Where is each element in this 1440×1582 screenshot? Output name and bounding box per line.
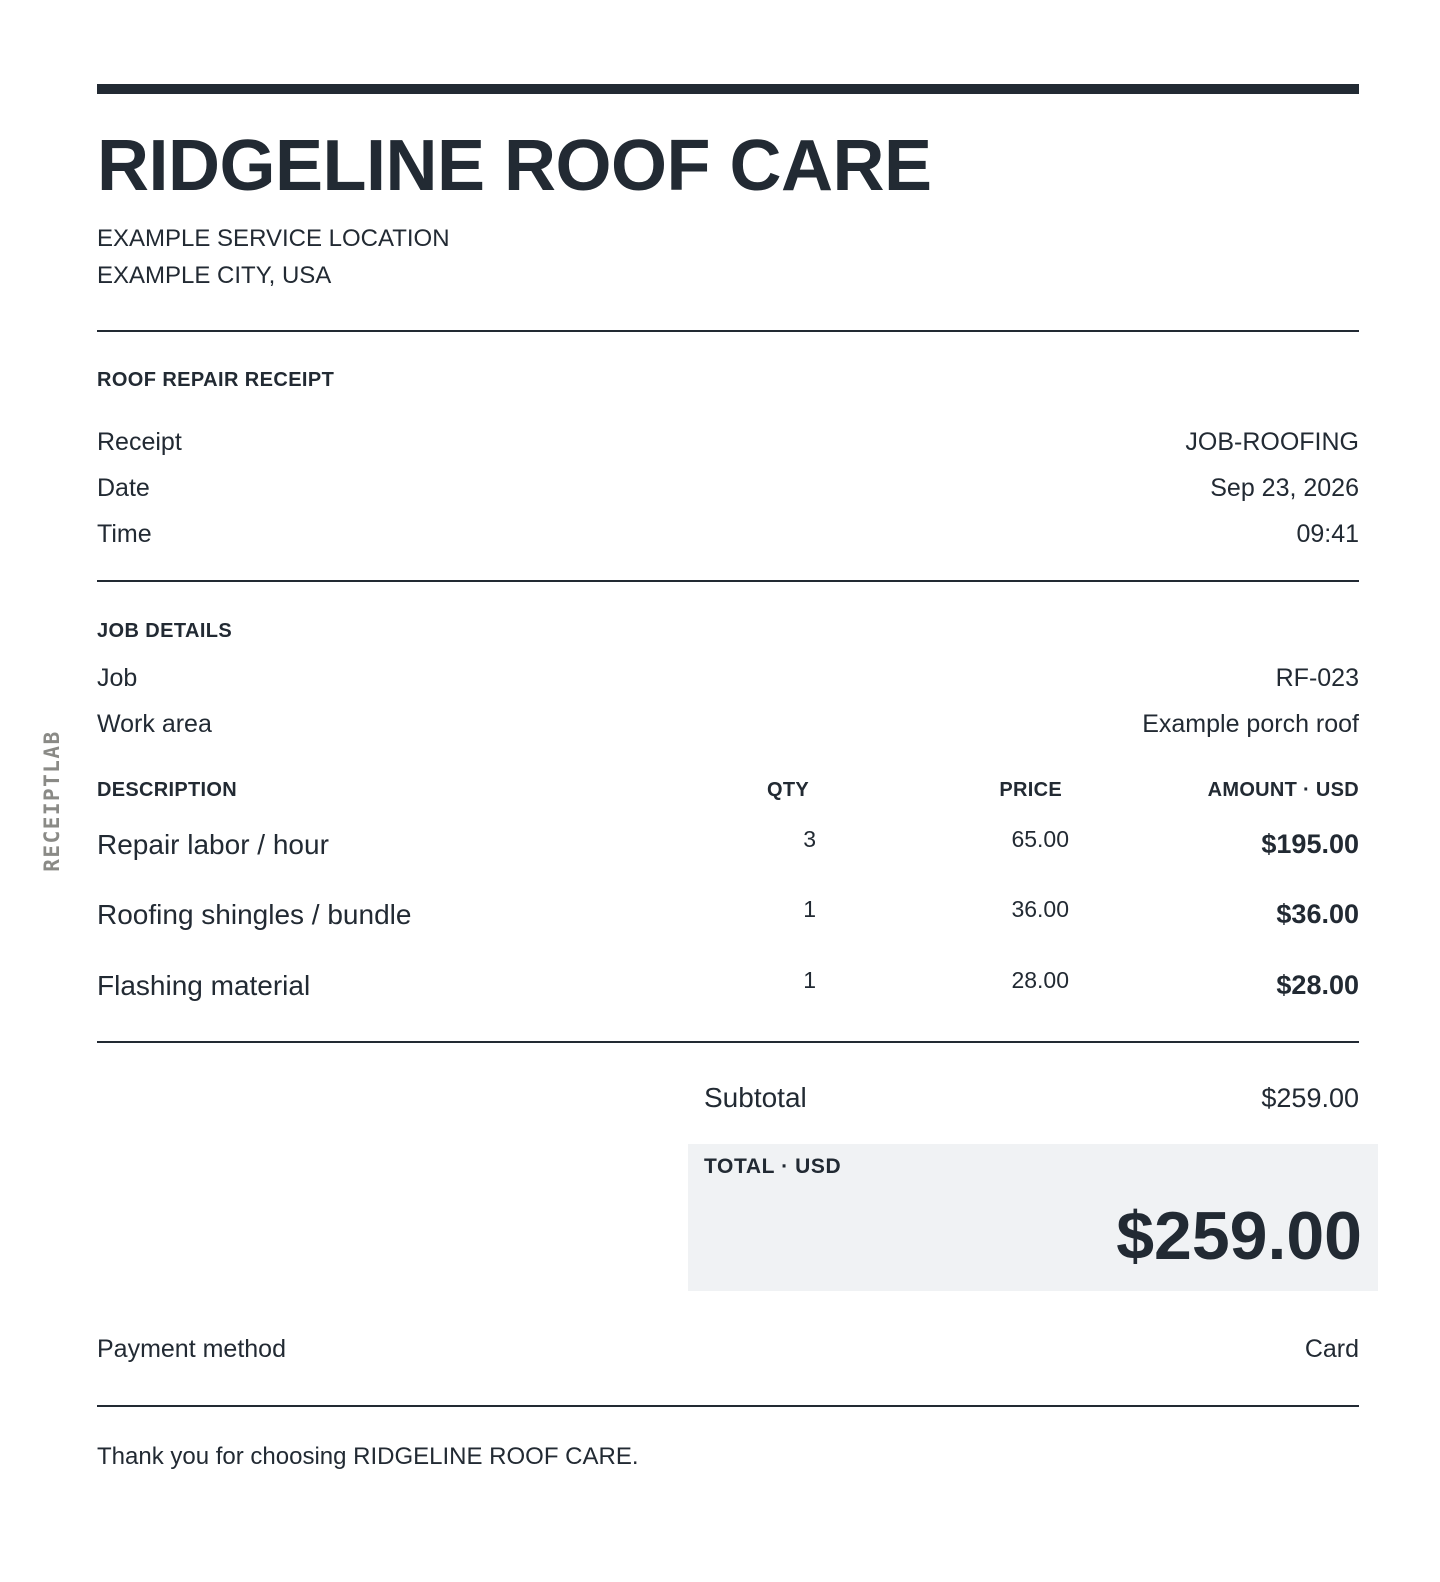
header-accent-bar <box>97 84 1359 94</box>
table-row <box>97 823 1359 863</box>
receipt-value: JOB-ROOFING <box>1185 428 1359 456</box>
item-qty: 1 <box>803 896 816 922</box>
item-qty: 3 <box>803 826 816 852</box>
item-description: Flashing material <box>97 970 311 1001</box>
column-header-qty: QTY <box>766 779 809 801</box>
job-label: Job <box>97 664 138 692</box>
item-price: 65.00 <box>1011 826 1069 852</box>
divider <box>97 1405 1359 1407</box>
payment-method-label: Payment method <box>97 1335 286 1363</box>
job-section-title: JOB DETAILS <box>97 620 233 642</box>
job-row <box>97 661 1359 695</box>
table-row <box>97 893 1359 933</box>
item-amount: $36.00 <box>1276 899 1359 929</box>
receipt-number-row <box>97 425 1359 459</box>
receipt-section-title: ROOF REPAIR RECEIPT <box>97 369 335 391</box>
divider <box>97 580 1359 582</box>
date-value: Sep 23, 2026 <box>1210 474 1359 502</box>
column-header-amount: AMOUNT · USD <box>1207 779 1359 801</box>
date-row <box>97 471 1359 505</box>
work-area-label: Work area <box>97 710 212 738</box>
date-label: Date <box>97 474 150 502</box>
total-box <box>688 1144 1378 1291</box>
time-row <box>97 517 1359 551</box>
item-amount: $28.00 <box>1276 970 1359 1000</box>
item-amount: $195.00 <box>1261 829 1359 859</box>
total-label: TOTAL · USD <box>704 1155 842 1178</box>
table-row <box>97 964 1359 1004</box>
item-price: 28.00 <box>1011 967 1069 993</box>
side-brand-watermark: RECEIPTLAB <box>40 730 64 872</box>
item-description: Repair labor / hour <box>97 829 329 860</box>
column-header-price: PRICE <box>999 779 1062 801</box>
total-value: $259.00 <box>1116 1198 1362 1274</box>
job-value: RF-023 <box>1275 664 1359 692</box>
work-area-row <box>97 707 1359 741</box>
work-area-value: Example porch roof <box>1142 710 1359 738</box>
address-line-2: EXAMPLE CITY, USA <box>97 262 332 289</box>
item-description: Roofing shingles / bundle <box>97 899 412 930</box>
divider <box>97 330 1359 332</box>
payment-method-row <box>97 1332 1359 1366</box>
subtotal-value: $259.00 <box>1261 1083 1359 1113</box>
time-label: Time <box>97 520 152 548</box>
payment-method-value: Card <box>1304 1335 1359 1363</box>
column-header-description: DESCRIPTION <box>97 779 237 801</box>
subtotal-label: Subtotal <box>704 1082 807 1113</box>
business-name: RIDGELINE ROOF CARE <box>97 126 932 206</box>
item-price: 36.00 <box>1011 896 1069 922</box>
address-line-1: EXAMPLE SERVICE LOCATION <box>97 225 450 252</box>
divider <box>97 1041 1359 1043</box>
receipt-label: Receipt <box>97 428 182 456</box>
item-qty: 1 <box>803 967 816 993</box>
thank-you-message: Thank you for choosing RIDGELINE ROOF CARE. <box>97 1443 639 1470</box>
time-value: 09:41 <box>1296 520 1359 548</box>
